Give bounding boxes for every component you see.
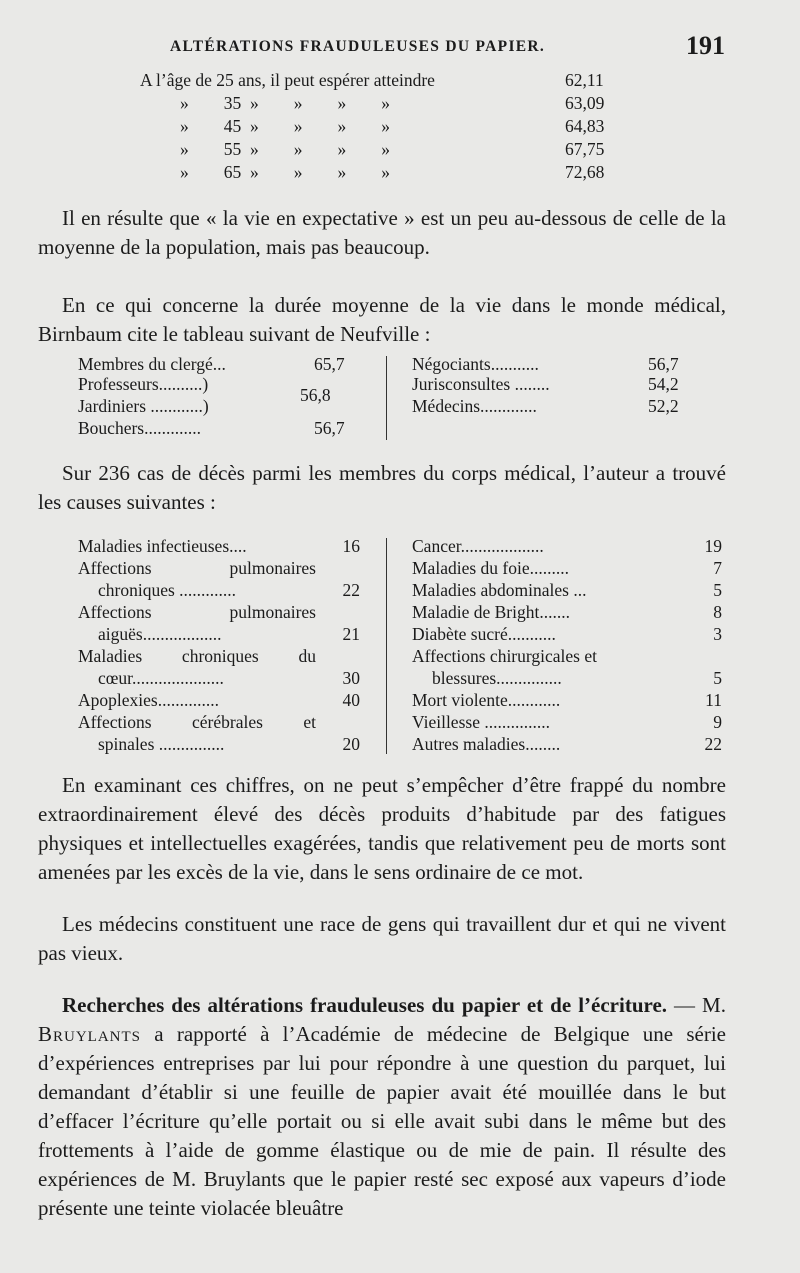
life-row [140,93,620,116]
running-head: ALTÉRATIONS FRAUDULEUSES DU PAPIER. [170,38,546,55]
section-heading: Recherches des altérations frauduleuses du papier et de l’écriture. [62,993,668,1017]
profession-table [78,354,690,442]
cause-label: Maladies abdominales ... [412,580,587,600]
cause-count: 7 [713,558,722,578]
life-row-label: » 65 » » » » [180,162,390,182]
cause-count: 19 [704,536,722,556]
cause-label [78,558,316,579]
cause-word: pulmonaires [229,558,316,578]
life-row [140,70,620,93]
cause-label: Mort violente............ [412,690,561,710]
cause-word: et [303,712,316,732]
cause-count: 5 [713,580,722,600]
life-expectancy-table [140,70,620,185]
cause-label: chroniques ............. [98,580,237,600]
cause-label: aiguës.................. [98,624,222,644]
cause-label: Maladie de Bright....... [412,602,570,622]
cause-label [78,712,316,733]
paragraph-conclusion: Les médecins constituent une race de gens qui travaillent dur et qui ne vivent pas vieux. [38,912,726,965]
cause-word: cérébrales [191,712,263,732]
profession-label: Bouchers............. [78,418,201,438]
paragraph-neufville: En ce qui concerne la durée moyenne de la vie dans le monde médical, Birnbaum cite le tableau suivant de Neufville : [38,293,726,346]
cause-count: 40 [342,690,360,710]
profession-value: 54,2 [648,374,679,394]
profession-value: 52,2 [648,396,679,416]
life-row-value: 72,68 [565,162,605,182]
cause-count: 3 [713,624,722,644]
causes-right-column [412,536,732,758]
cause-label: Diabète sucré........... [412,624,556,644]
profession-label: Négociants........... [412,354,539,374]
cause-count: 22 [342,580,360,600]
section-dash: — M. [667,993,726,1017]
cause-count: 20 [342,734,360,754]
cause-label: Cancer................... [412,536,544,556]
cause-label: Maladies infectieuses.... [78,536,247,556]
causes-of-death-table [78,536,722,758]
cause-count: 30 [342,668,360,688]
cause-word: Affections [78,558,152,578]
page-number: 191 [686,31,725,60]
life-row-label: » 35 » » » » [180,93,390,113]
life-row-value: 64,83 [565,116,605,136]
life-row-label: » 45 » » » » [180,116,390,136]
cause-word: pulmonaires [229,602,316,622]
profession-label: Professeurs..........) [78,374,209,394]
cause-word: Maladies [78,646,143,666]
cause-count: 16 [342,536,360,556]
profession-group-value: 56,8 [300,385,331,405]
life-row-value: 63,09 [565,93,605,113]
paragraph-analysis: En examinant ces chiffres, on ne peut s’empêcher d’être frappé du nombre extraordinairement élevé des décès produits d’habitude par des fatigues physiques et intellectuelles exagérées, tandis que relativement peu de morts sont amenées par les excès de la vie, dans le sens ordinaire de ce mot. [38,773,726,884]
cause-label: Apoplexies.............. [78,690,219,710]
life-row-label: A l’âge de 25 ans, il peut espérer atteindre [140,70,435,90]
cause-word: du [298,646,316,666]
cause-count: 21 [342,624,360,644]
life-row [140,162,620,185]
life-row [140,116,620,139]
page-header [40,31,725,64]
cause-count: 22 [704,734,722,754]
cause-label: blessures............... [432,668,562,688]
profession-label: Membres du clergé... [78,354,226,374]
cause-count: 8 [713,602,722,622]
cause-word: chroniques [181,646,259,666]
profession-value: 65,7 [314,354,345,374]
cause-count: 11 [705,690,722,710]
cause-count: 5 [713,668,722,688]
table-divider [386,356,387,440]
section-author: Bruylants [38,1022,142,1046]
life-row-value: 67,75 [565,139,605,159]
cause-label: Vieillesse ............... [412,712,550,732]
cause-word: Affections [78,602,152,622]
cause-label: cœur..................... [98,668,224,688]
cause-label: Maladies du foie......... [412,558,569,578]
life-row [140,139,620,162]
profession-label: Médecins............. [412,396,537,416]
cause-word: Affections [78,712,152,732]
cause-label: Affections chirurgicales et [412,646,597,666]
cause-label [78,602,316,623]
cause-label: Autres maladies........ [412,734,561,754]
causes-left-column [78,536,368,758]
profession-value: 56,7 [648,354,679,374]
profession-value: 56,7 [314,418,345,438]
paragraph-expectancy: Il en résulte que « la vie en expectative » est un peu au-dessous de celle de la moyenne de la population, mais pas beaucoup. [38,206,726,259]
cause-label [78,646,316,667]
section-body: a rapporté à l’Académie de médecine de Belgique une série d’expériences entreprises par lui pour répondre à une question du parquet, lui demandant d’établir si une feuille de papier avait été mouillée dans le but d’effacer l’écriture qu’elle portait ou si elle avait subi dans le même but des frottements à l’aide de gomme élastique ou de mie de pain. Il résulte des expériences de M. Bruylants que le papier resté sec exposé aux vapeurs d’iode présente une teinte violacée bleuâtre [38,1022,726,1220]
section-recherches [38,991,726,1223]
life-row-label: » 55 » » » » [180,139,390,159]
life-row-value: 62,11 [565,70,604,90]
profession-label: Jardiniers ............) [78,396,209,416]
cause-count: 9 [713,712,722,732]
cause-label: spinales ............... [98,734,225,754]
profession-label: Jurisconsultes ........ [412,374,550,394]
table-divider [386,538,387,754]
paragraph-causes-intro: Sur 236 cas de décès parmi les membres du corps médical, l’auteur a trouvé les causes suivantes : [38,461,726,514]
